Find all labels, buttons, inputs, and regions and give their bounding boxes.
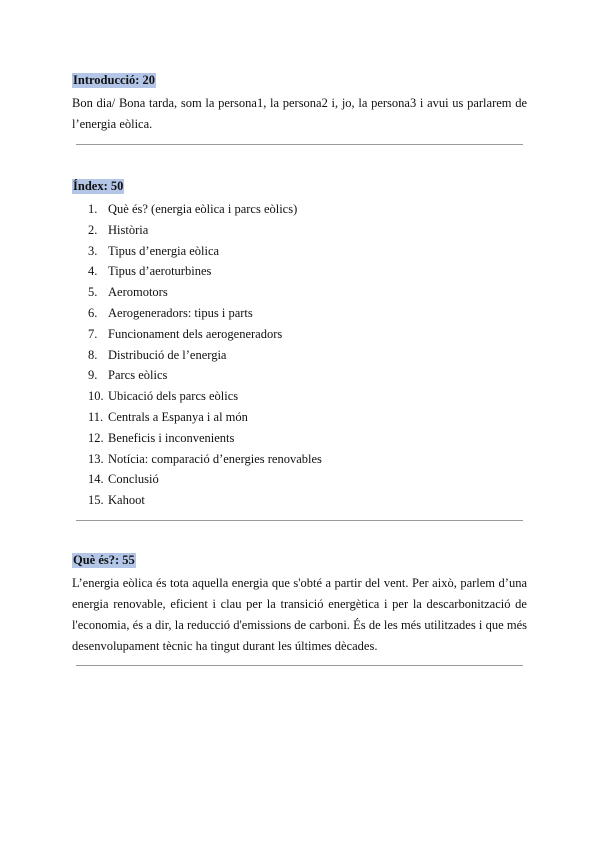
- list-item-label: Ubicació dels parcs eòlics: [108, 389, 239, 404]
- list-item: [72, 345, 527, 366]
- list-item: [72, 428, 527, 449]
- list-item: [72, 490, 527, 511]
- index-heading: Índex: 50: [73, 179, 124, 193]
- list-item-label: Conclusió: [108, 472, 159, 487]
- list-item-number: 3.: [88, 243, 98, 258]
- list-item: [72, 282, 527, 303]
- list-item: [72, 407, 527, 428]
- list-item: [72, 220, 527, 241]
- list-item-number: 13.: [88, 451, 104, 466]
- list-item-number: 9.: [88, 368, 98, 383]
- list-item-label: Història: [108, 222, 149, 237]
- list-item-label: Tipus d’aeroturbines: [108, 264, 212, 279]
- list-item: [72, 324, 527, 345]
- list-item-number: 1.: [88, 202, 98, 216]
- list-item-number: 15.: [88, 493, 104, 508]
- list-item: [72, 261, 527, 282]
- list-item-number: 6.: [88, 305, 98, 320]
- list-item: [72, 199, 527, 220]
- list-item-label: Distribució de l’energia: [108, 347, 227, 362]
- divider-rule: [76, 144, 523, 145]
- list-item-label: Aerogeneradors: tipus i parts: [108, 305, 253, 320]
- what-paragraph: L’energia eòlica és tota aquella energia que s'obté a partir del vent. Per això, parlem d’una energia renovable, eficient i clau per la transició energètica i per la descarbonització de l'economia, és a dir, la reducció d'emissions de carboni. És de les més utilitzades i que més desenvolupament tècnic ha tingut durant les últimes dècades.: [72, 576, 527, 653]
- list-item-label: Beneficis i inconvenients: [108, 430, 235, 445]
- list-item-number: 5.: [88, 285, 98, 300]
- list-item-number: 8.: [88, 347, 98, 362]
- list-item-label: Aeromotors: [108, 285, 168, 300]
- list-item: [72, 386, 527, 407]
- list-item: [72, 303, 527, 324]
- list-item-number: 14.: [88, 472, 104, 487]
- list-item: [72, 449, 527, 470]
- what-heading: Què és?: 55: [73, 553, 135, 567]
- intro-paragraph: Bon dia/ Bona tarda, som la persona1, la persona2 i, jo, la persona3 i avui us parlarem de l’energia eòlica.: [72, 96, 527, 131]
- index-list: [72, 199, 527, 511]
- divider-rule: [76, 665, 523, 666]
- list-item-number: 11.: [88, 409, 104, 424]
- list-item-number: 10.: [88, 389, 104, 404]
- list-item-label: Notícia: comparació d’energies renovables: [108, 451, 322, 466]
- list-item-label: Funcionament dels aerogeneradors: [108, 326, 283, 341]
- list-item: [72, 241, 527, 262]
- list-item: [72, 469, 527, 490]
- list-item-label: Parcs eòlics: [108, 368, 168, 383]
- list-item: [72, 365, 527, 386]
- list-item-number: 12.: [88, 430, 104, 445]
- index-section: [72, 177, 527, 511]
- divider-rule: [76, 520, 523, 521]
- list-item-number: 7.: [88, 326, 98, 341]
- list-item-label: Kahoot: [108, 493, 145, 508]
- list-item-number: 4.: [88, 264, 98, 279]
- intro-section: [72, 71, 527, 135]
- what-section: [72, 551, 527, 657]
- list-item-label: Què és? (energia eòlica i parcs eòlics): [108, 202, 298, 216]
- list-item-number: 2.: [88, 222, 98, 237]
- intro-heading: Introducció: 20: [73, 73, 156, 87]
- list-item-label: Centrals a Espanya i al món: [108, 409, 248, 424]
- list-item-label: Tipus d’energia eòlica: [108, 243, 220, 258]
